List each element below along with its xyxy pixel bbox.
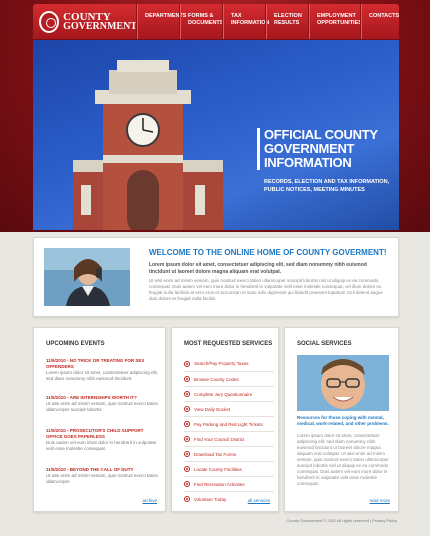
event-text: Lorem ipsum dolor sit amet, consectetuer adipiscing elit, sed diam nonummy nibh euismod tincidunt. [46,370,159,381]
service-link[interactable]: Find Recreation Activities [184,476,274,491]
event-heading[interactable]: 11/5/2010 - ARE INTERNSHIPS WORTH IT? [46,395,137,400]
bullet-icon [184,451,190,457]
nav-departments[interactable]: DEPARTMENTS [137,4,180,39]
event-item [46,358,161,382]
services-list [184,356,274,506]
event-heading[interactable]: 11/5/2010 - PROSECUTOR'S CHILD SUPPORT OFFICE GOES PAPERLESS [46,428,144,439]
hero-subtitle: RECORDS, ELECTION AND TAX INFORMATION, PUBLIC NOTICES, MEETING MINUTES [264,179,390,193]
bullet-icon [184,406,190,412]
seal-icon [39,11,59,33]
social-title: SOCIAL SERVICES [297,341,352,347]
service-link[interactable]: View Daily Docket [184,401,274,416]
service-link[interactable]: Find Your Council District [184,431,274,446]
brand-line1: COUNTY [63,10,111,23]
welcome-panel [33,237,399,317]
welcome-body: Ut wisi enim ad minim veniam, quis nostrud exerci tation ullamcorper suscipit lobortis nisl ut aliquip ex ea commodo consequat. Duis autem vel eum iriure dolor in hendrerit in vulputate velit esse molestie consequat, vel illum dolore eu feugiat nulla facilisis at vero eros et accumsan et iusto odio dignissim qui blandit praesent luptatum zzril delenit augue duis dolore te feugait nulla facilisi. [149,278,383,301]
bullet-icon [184,496,190,502]
social-body: Lorem ipsum dolor sit amet, consectetuer adipiscing elit, sed diam nonummy nibh euismod tincidunt ut laoreet dolore magna aliquam erat volutpat. Ut wisi enim ad minim veniam, quis nostrud exerci tation ullamcorper suscipit lobortis nisl ut aliquip ex ea commodo consequat. Duis autem vel eum iriure dolor in hendrerit in vulputate velit esse molestie consequat. [297,433,389,486]
social-lead: Resources for those coping with mental, medical, work-related, and other problems. [297,415,389,426]
header [33,4,399,40]
all-services-link[interactable]: all services [247,498,270,503]
main-nav [137,4,399,39]
bullet-icon [184,421,190,427]
logo[interactable] [33,4,137,39]
event-text: Duis autem vel eum iriure dolor in hendrerit in vulputate velit esse molestie consequat. [46,440,157,451]
event-heading[interactable]: 11/5/2010 - BEYOND THE CALL OF DUTY [46,467,134,472]
service-link[interactable]: Download Tax Forms [184,446,274,461]
page-container [33,4,399,230]
event-item [46,428,161,452]
bullet-icon [184,481,190,487]
read-more-link[interactable]: read more [369,498,390,503]
bullet-icon [184,376,190,382]
welcome-title: WELCOME TO THE ONLINE HOME OF COUNTY GOVERMENT! [149,248,387,257]
nav-tax-information[interactable]: TAX INFORMATION [223,4,266,39]
bullet-icon [184,436,190,442]
event-item [46,467,161,485]
bullet-icon [184,466,190,472]
service-link[interactable]: Browse County Codes [184,371,274,386]
welcome-photo [44,248,130,306]
hero-title: OFFICIAL COUNTY GOVERNMENT INFORMATION [257,128,397,170]
hero-banner [33,40,399,230]
service-link[interactable]: Search/Pay Property Taxes [184,356,274,371]
social-photo [297,355,389,411]
social-services-panel [284,327,399,512]
services-title: MOST REQUESTED SERVICES [184,341,273,347]
event-heading[interactable]: 11/5/2010 - NO TRICK OR TREATING FOR SEX OFFENDERS [46,358,145,369]
service-link[interactable]: Volunteer Today [184,491,274,506]
nav-employment-opportunities[interactable]: EMPLOYMENT OPPORTUNITIES [309,4,361,39]
service-link[interactable]: Locate County Facilities [184,461,274,476]
events-title: UPCOMING EVENTS [46,341,105,347]
event-text: Ut wisi enim ad minim veniam, quis nostrud exerci tation ullamcorper. [46,473,159,484]
footer-text: County Government © 2011 All rights reserved | Privacy Policy [286,518,397,523]
nav-election-results[interactable]: ELECTION RESULTS [266,4,309,39]
service-link[interactable]: Complete Jury Questionnaire [184,386,274,401]
clock-tower-image [73,60,223,230]
welcome-lead: Lorem ipsum dolor sit amet, consectetuer adipiscing elit, sed diam nonummy nibh euismod tincidunt ut laoreet dolore magna aliquam erat volutpat. [149,262,367,275]
nav-forms-documents[interactable]: FORMS & DOCUMENTS [180,4,223,39]
brand-line2: GOVERNMENT [63,20,137,32]
bullet-icon [184,361,190,367]
event-text: Ut wisi enim ad minim veniam, quis nostrud exerci tation ullamcorper suscipit lobortis. [46,401,159,412]
service-link[interactable]: Pay Parking and Red Light Tickets [184,416,274,431]
bullet-icon [184,391,190,397]
nav-contacts[interactable]: CONTACTS [361,4,399,39]
upcoming-events-panel [33,327,166,512]
event-item [46,395,161,413]
services-panel [171,327,279,512]
events-archive-link[interactable]: archive [142,498,157,503]
